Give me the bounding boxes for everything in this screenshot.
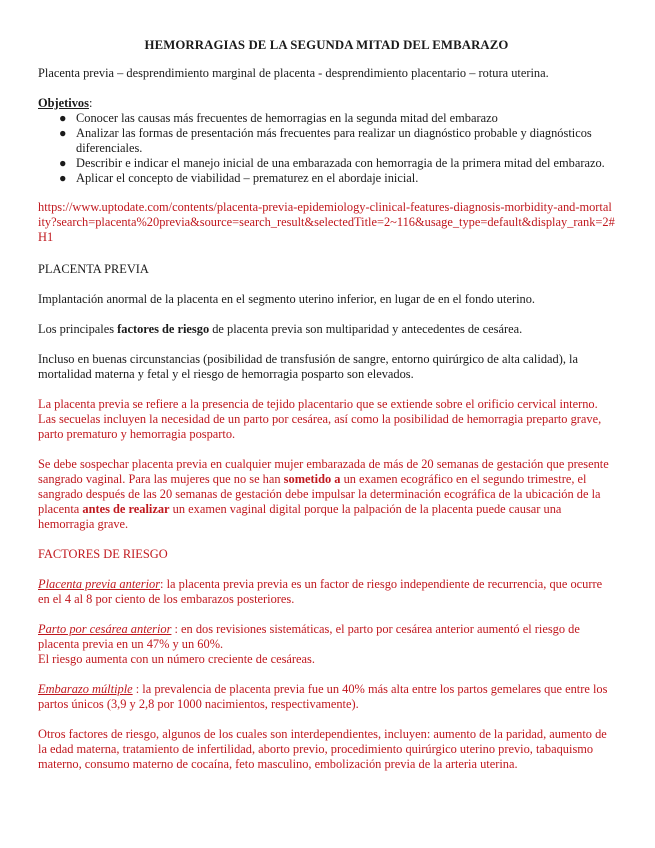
objective-item [59, 111, 615, 126]
objective-item [59, 156, 615, 171]
bold-run: factores de riesgo [117, 322, 210, 336]
factor-text: : en dos revisiones sistemáticas, el parto por cesárea anterior aumentó el riesgo de placenta previa en un 47% y un 60%. [38, 622, 580, 651]
sequelae-paragraph: La placenta previa se refiere a la presencia de tejido placentario que se extiende sobre el orificio cervical interno. Las secuelas incluyen la necesidad de un parto por cesárea, así como la posibilidad de hemorragia preparto grave, parto prematuro y hemorragia posparto. [38, 397, 602, 441]
objectives-colon: : [88, 96, 93, 110]
factor-placenta-previa-anterior [38, 577, 615, 607]
text-run: de placenta previa son multiparidad y antecedentes de cesárea. [209, 322, 523, 336]
objectives-heading [38, 96, 615, 111]
subtitle-paragraph: Placenta previa – desprendimiento marginal de placenta - desprendimiento placentario – rotura uterina. [38, 66, 549, 80]
objective-item [59, 126, 615, 156]
objectives-section [38, 96, 615, 186]
bold-run: antes de realizar [82, 502, 170, 516]
factor-term: Placenta previa anterior [38, 577, 161, 591]
objective-text: Conocer las causas más frecuentes de hemorragias en la segunda mitad del embarazo [76, 111, 498, 125]
factor-text: : la prevalencia de placenta previa fue un 40% más alta entre los partos gemelares que entre los partos únicos (3,9 y 2,8 por 1000 nacimientos, respectivamente). [38, 682, 608, 711]
bullet-icon: ● [59, 111, 67, 125]
factor-term: Parto por cesárea anterior [38, 622, 172, 636]
reference-url[interactable]: https://www.uptodate.com/contents/placenta-previa-epidemiology-clinical-features-diagnosis-morbidity-and-mortality?search=placenta%20previa&source=search_result&selectedTitle=2~116&usage_type=default&display_rank=2#H1 [38, 200, 615, 244]
factor-text-line2: El riesgo aumenta con un número creciente de cesáreas. [38, 652, 315, 666]
objectives-label: Objetivos [38, 96, 89, 110]
text-run: Se debe sospechar placenta previa en cualquier mujer embarazada de más de 20 semanas de gestación que presente sangrado vaginal. Para las mujeres que no se han [38, 457, 609, 486]
document-title: HEMORRAGIAS DE LA SEGUNDA MITAD DEL EMBARAZO [144, 38, 509, 52]
objectives-list [38, 111, 615, 186]
factor-otros: Otros factores de riesgo, algunos de los cuales son interdependientes, incluyen: aumento de la paridad, aumento de la edad materna, tratamiento de infertilidad, aborto previo, procedimiento quirúrgico uterino previo, tabaquismo materno, consumo materno de cocaína, feto masculino, embolización previa de la arteria uterina. [38, 727, 607, 771]
bold-run: sometido a [283, 472, 341, 486]
objective-text: Analizar las formas de presentación más frecuentes para realizar un diagnóstico probable y diagnósticos diferenciales. [76, 126, 592, 155]
objective-text: Describir e indicar el manejo inicial de una embarazada con hemorragia de la primera mitad del embarazo. [76, 156, 605, 170]
placenta-previa-heading: PLACENTA PREVIA [38, 262, 149, 276]
text-run: un examen vaginal digital porque la palpación de la placenta puede causar una hemorragia grave. [38, 502, 562, 531]
factores-heading: FACTORES DE RIESGO [38, 547, 168, 561]
suspicion-paragraph [38, 457, 615, 532]
text-run: un examen ecográfico en el segundo trimestre, el sangrado después de las 20 semanas de gestación debe impulsar la determinación ecográfica de la ubicación de la placenta [38, 472, 601, 516]
factor-text: : la placenta previa previa es un factor de riesgo independiente de recurrencia, que ocurre en el 4 al 8 por ciento de los embarazos posteriores. [38, 577, 603, 606]
mortality-paragraph: Incluso en buenas circunstancias (posibilidad de transfusión de sangre, entorno quirúrgico de alta calidad), la mortalidad materna y fetal y el riesgo de hemorragia posparto son elevados. [38, 352, 578, 381]
bullet-icon: ● [59, 171, 67, 185]
definition-paragraph: Implantación anormal de la placenta en el segmento uterino inferior, en lugar de en el fondo uterino. [38, 292, 536, 306]
bullet-icon: ● [59, 126, 67, 140]
risk-factors-paragraph [38, 322, 615, 337]
factor-embarazo-multiple [38, 682, 615, 712]
text-run: Los principales [38, 322, 118, 336]
factor-term: Embarazo múltiple [38, 682, 133, 696]
bullet-icon: ● [59, 156, 67, 170]
objective-text: Aplicar el concepto de viabilidad – prematurez en el abordaje inicial. [76, 171, 419, 185]
objective-item [59, 171, 615, 186]
factor-parto-cesarea-anterior [38, 622, 615, 667]
